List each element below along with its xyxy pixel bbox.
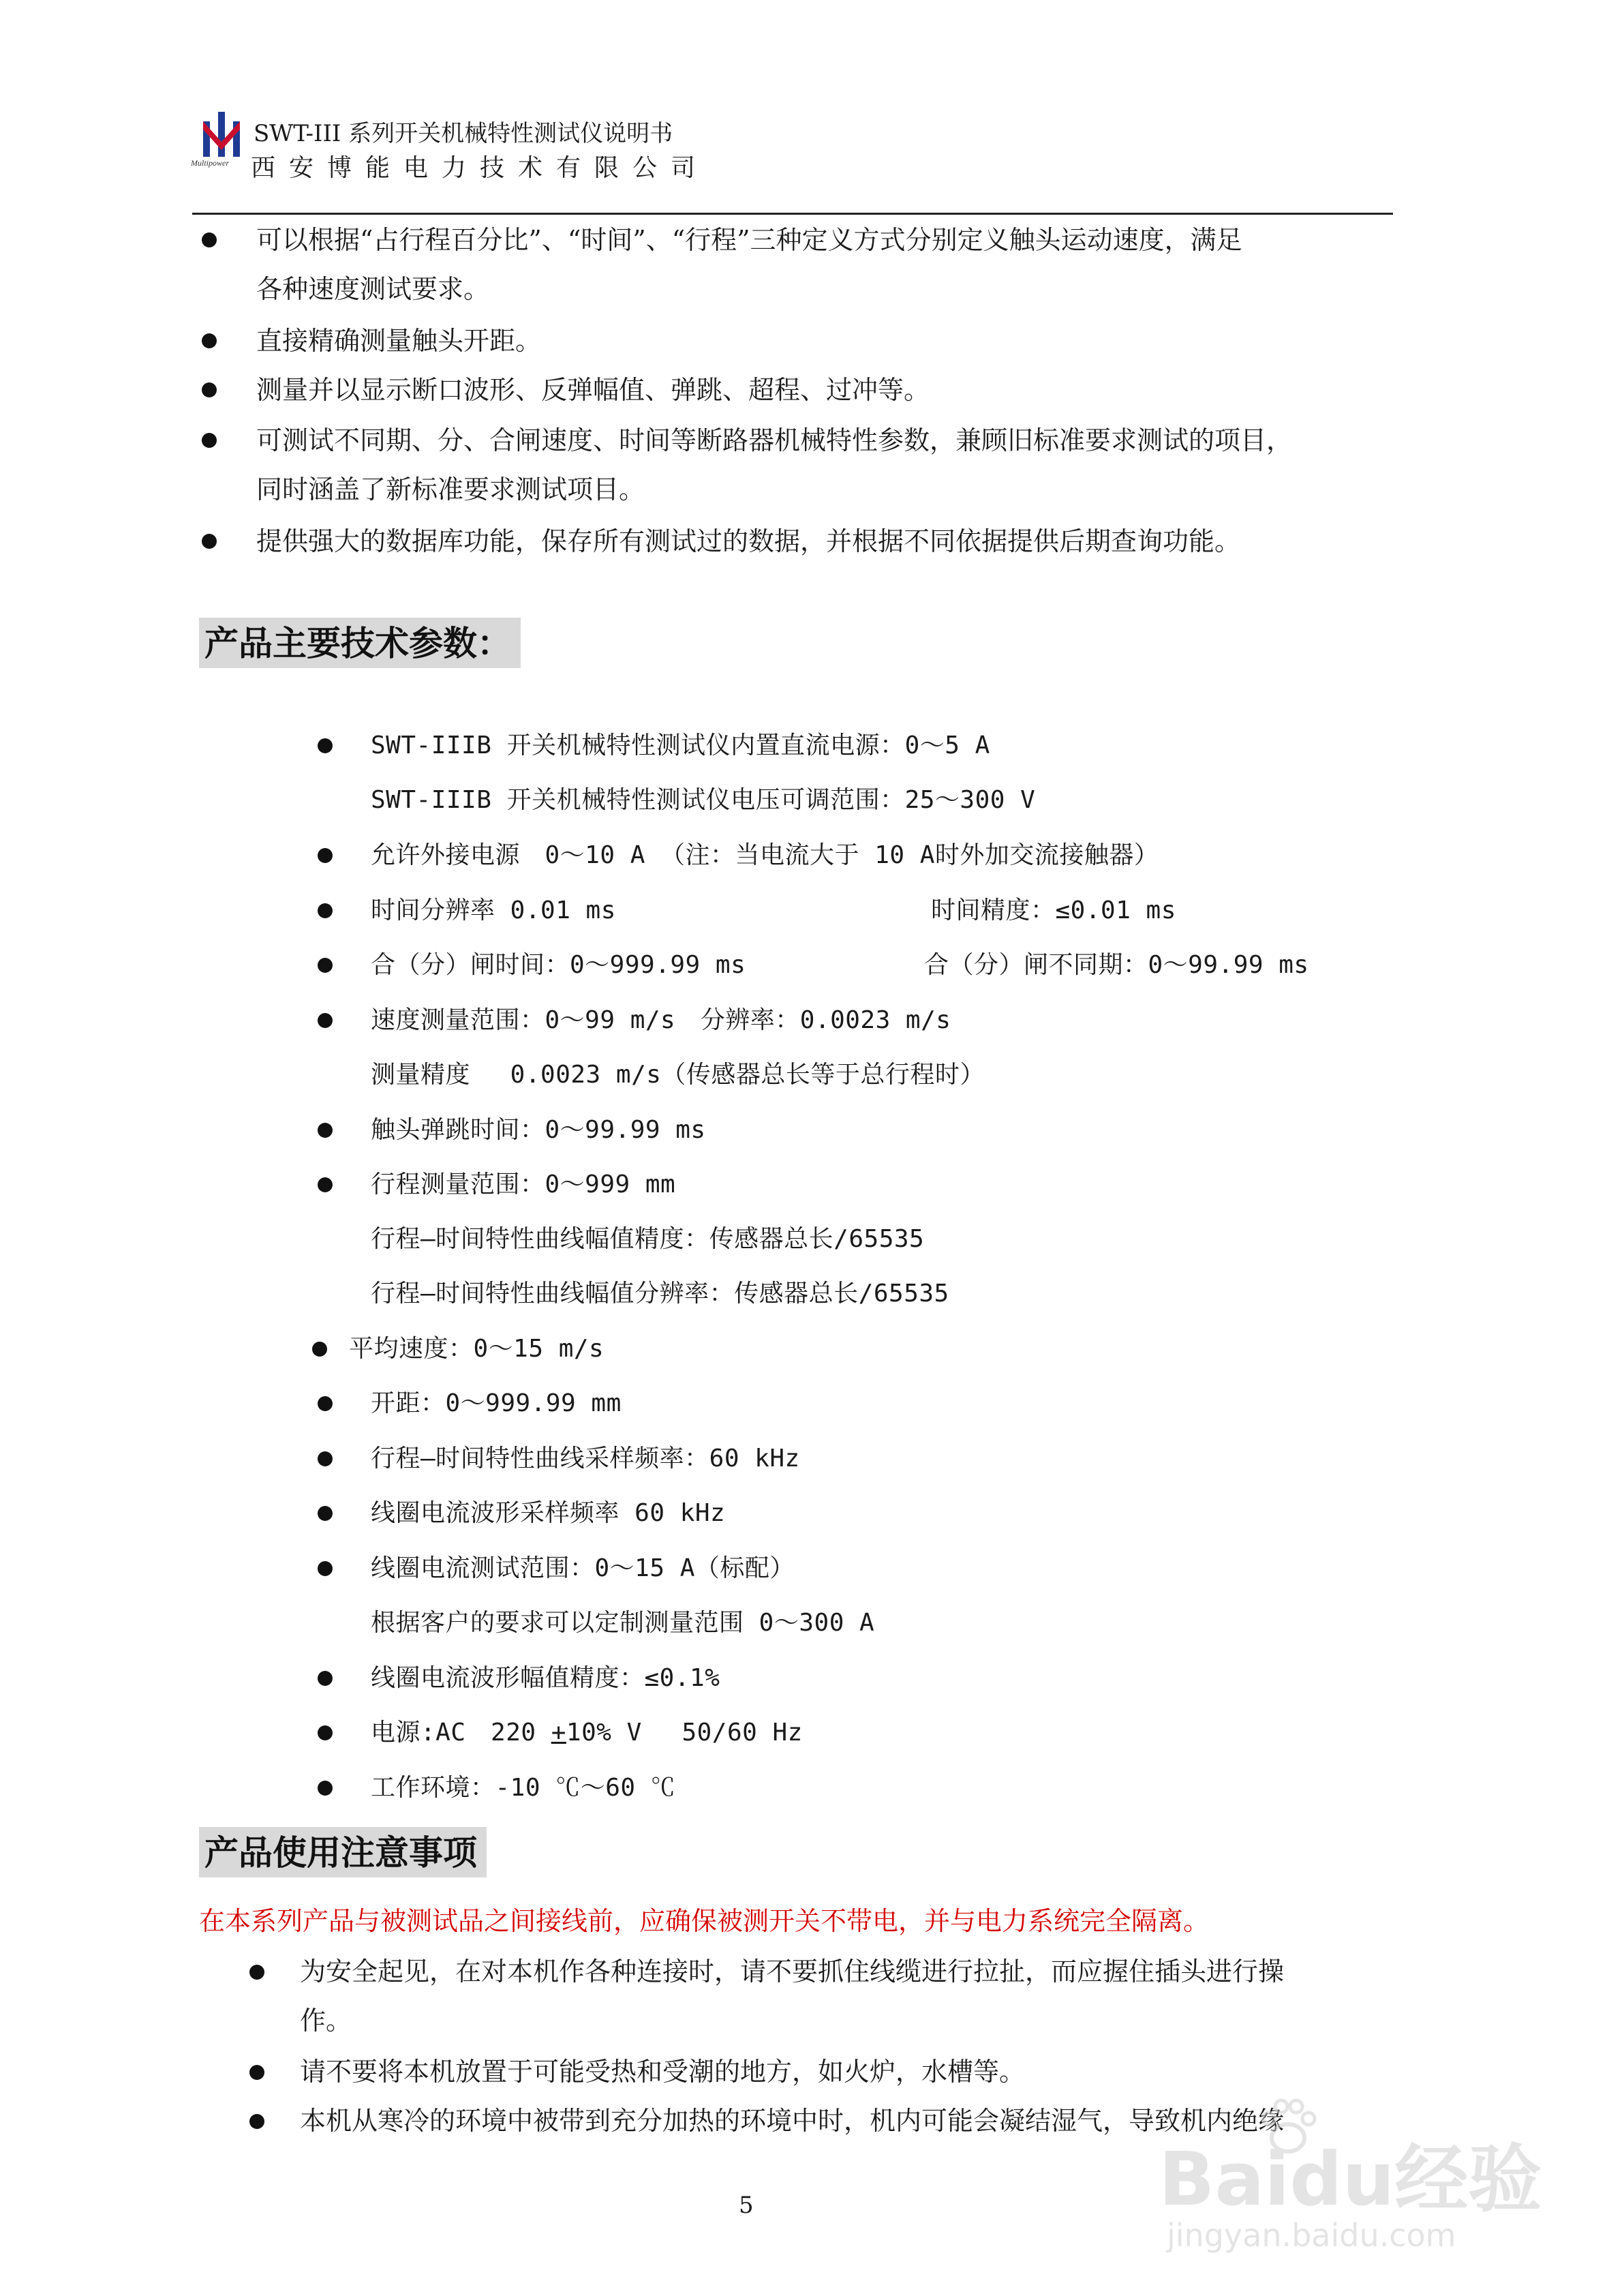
feature-item: 提供强大的数据库功能，保存所有测试过的数据，并根据不同依据提供后期查询功能。	[256, 526, 1241, 556]
feature-item-cont: 同时涵盖了新标准要求测试项目。	[256, 474, 645, 504]
bullet-icon	[318, 1177, 333, 1192]
spec-item: 工作环境：-10 ℃～60 ℃	[371, 1774, 676, 1802]
spec-item: 触头弹跳时间：0～99.99 ms	[371, 1116, 706, 1144]
bullet-icon	[318, 1561, 333, 1576]
usage-item: 本机从寒冷的环境中被带到充分加热的环境中时，机内可能会凝结湿气，导致机内绝缘	[300, 2106, 1285, 2136]
usage-item: 请不要将本机放置于可能受热和受潮的地方，如火炉，水槽等。	[300, 2057, 1026, 2087]
watermark-url: jingyan.baidu.com	[1167, 2217, 1456, 2254]
bullet-icon	[318, 1781, 333, 1796]
bullet-icon	[318, 1396, 333, 1411]
bullet-icon	[249, 1965, 264, 1980]
safety-warning: 在本系列产品与被测试品之间接线前，应确保被测开关不带电，并与电力系统完全隔离。	[199, 1906, 1210, 1936]
section-heading-usage: 产品使用注意事项	[199, 1827, 487, 1877]
spec-item	[371, 1717, 803, 1749]
feature-item: 可以根据“占行程百分比”、“时间”、“行程”三种定义方式分别定义触头运动速度，满足	[256, 225, 1242, 255]
feature-item: 可测试不同期、分、合闸速度、时间等断路器机械特性参数，兼顾旧标准要求测试的项目，	[256, 425, 1293, 455]
bullet-icon	[318, 738, 333, 753]
bullet-icon	[202, 534, 217, 549]
bullet-icon	[249, 2065, 264, 2080]
page-number: 5	[739, 2192, 754, 2219]
document-title: SWT-III 系列开关机械特性测试仪说明书	[254, 120, 673, 147]
bullet-icon	[318, 1671, 333, 1686]
spec-item: 开距：0～999.99 mm	[371, 1389, 622, 1417]
header-divider	[192, 213, 1393, 215]
bullet-icon	[202, 382, 217, 397]
feature-item: 直接精确测量触头开距。	[256, 326, 542, 356]
bullet-icon	[318, 1725, 333, 1740]
spec-item: 合（分）闸时间：0～999.99 ms	[371, 951, 746, 979]
power-label: 电源:AC 220	[371, 1719, 551, 1747]
power-value: 10% V 50/60 Hz	[566, 1719, 803, 1747]
plus-minus-sign: +	[551, 1719, 566, 1747]
bullet-icon	[249, 2114, 264, 2129]
spec-item-col2: 时间精度：≤0.01 ms	[931, 896, 1176, 924]
bullet-icon	[318, 1123, 333, 1138]
bullet-icon	[318, 1506, 333, 1521]
spec-item: 线圈电流波形幅值精度：≤0.1%	[371, 1664, 720, 1692]
spec-item-col2: 合（分）闸不同期：0～99.99 ms	[924, 951, 1309, 979]
bullet-icon	[318, 903, 333, 918]
spec-item: 允许外接电源 0～10 A （注：当电流大于 10 A时外加交流接触器）	[371, 841, 1159, 869]
baidu-watermark	[1159, 2093, 1540, 2270]
bullet-icon	[202, 232, 217, 247]
spec-item: 线圈电流波形采样频率 60 kHz	[371, 1499, 726, 1527]
feature-item-cont: 各种速度测试要求。	[256, 274, 490, 304]
spec-item-cont: 测量精度 0.0023 m/s（传感器总长等于总行程时）	[371, 1061, 985, 1089]
spec-item: 速度测量范围：0～99 m/s 分辨率：0.0023 m/s	[371, 1006, 951, 1034]
spec-item: 时间分辨率 0.01 ms	[371, 896, 616, 924]
watermark-brand: Baidu经验	[1159, 2137, 1542, 2222]
spec-item: SWT-IIIB 开关机械特性测试仪内置直流电源：0～5 A	[371, 731, 990, 759]
spec-item-cont: 根据客户的要求可以定制测量范围 0～300 A	[371, 1609, 875, 1637]
bullet-icon	[318, 1013, 333, 1028]
spec-item-cont: SWT-IIIB 开关机械特性测试仪电压可调范围：25～300 V	[371, 786, 1036, 814]
usage-item: 为安全起见，在对本机作各种连接时，请不要抓住线缆进行拉扯，而应握住插头进行操	[300, 1957, 1285, 1987]
spec-item-cont: 行程—时间特性曲线幅值精度：传感器总长/65535	[371, 1225, 925, 1253]
bullet-icon	[312, 1342, 327, 1357]
bullet-icon	[202, 433, 217, 448]
spec-item: 线圈电流测试范围：0～15 A（标配）	[371, 1554, 795, 1582]
spec-item-cont: 行程—时间特性曲线幅值分辨率：传感器总长/65535	[371, 1280, 949, 1308]
usage-item-cont: 作。	[300, 2006, 352, 2036]
bullet-icon	[318, 848, 333, 863]
spec-item: 行程—时间特性曲线采样频率：60 kHz	[371, 1445, 800, 1472]
company-name: 西安博能电力技术有限公司	[251, 154, 709, 182]
bullet-icon	[318, 1451, 333, 1466]
section-heading-specs: 产品主要技术参数：	[199, 618, 521, 668]
logo-caption: Multipower	[191, 158, 229, 168]
bullet-icon	[318, 958, 333, 973]
bullet-icon	[202, 333, 217, 348]
spec-item: 平均速度：0～15 m/s	[349, 1335, 605, 1363]
feature-item: 测量并以显示断口波形、反弹幅值、弹跳、超程、过冲等。	[256, 375, 930, 405]
spec-item: 行程测量范围：0～999 mm	[371, 1170, 676, 1198]
